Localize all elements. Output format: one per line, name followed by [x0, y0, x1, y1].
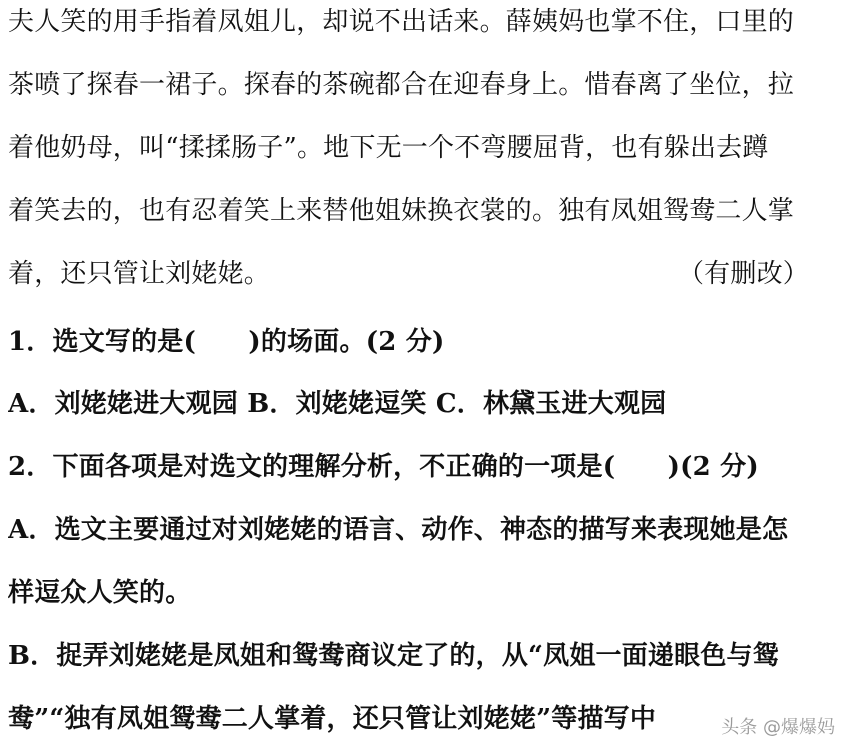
source-attribution: （有删改）	[677, 259, 809, 289]
watermark: 头条 @爆爆妈	[721, 717, 835, 738]
question-1-options: A．刘姥姥进大观园 B．刘姥姥逗笑 C．林黛玉进大观园	[8, 389, 667, 419]
question-1-stem: 1．选文写的是( )的场面。(2 分)	[8, 327, 445, 357]
question-2-option-a-line-1: A．选文主要通过对刘姥姥的语言、动作、神态的描写来表现她是怎	[8, 515, 789, 545]
question-2-stem: 2．下面各项是对选文的理解分析，不正确的一项是( )(2 分)	[8, 452, 759, 482]
question-2-option-a-line-2: 样逗众人笑的。	[8, 578, 192, 608]
question-2-option-b-line-1: B．捉弄刘姥姥是凤姐和鸳鸯商议定了的，从“凤姐一面递眼色与鸳	[8, 641, 779, 671]
passage-line-1: 夫人笑的用手指着凤姐儿，却说不出话来。薛姨妈也掌不住，口里的	[8, 7, 795, 37]
passage-line-4: 着笑去的，也有忍着笑上来替他姐妹换衣裳的。独有凤姐鸳鸯二人掌	[8, 196, 795, 226]
question-2-option-b-line-2: 鸯”“独有凤姐鸳鸯二人掌着，还只管让刘姥姥”等描写中	[8, 704, 657, 734]
passage-closing-text: 着，还只管让刘姥姥。	[8, 259, 271, 289]
passage-line-3: 着他奶母，叫“揉揉肠子”。地下无一个不弯腰屈背，也有躲出去蹲	[8, 133, 769, 163]
passage-line-5	[8, 254, 837, 294]
passage-line-2: 茶喷了探春一裙子。探春的茶碗都合在迎春身上。惜春离了坐位，拉	[8, 70, 795, 100]
